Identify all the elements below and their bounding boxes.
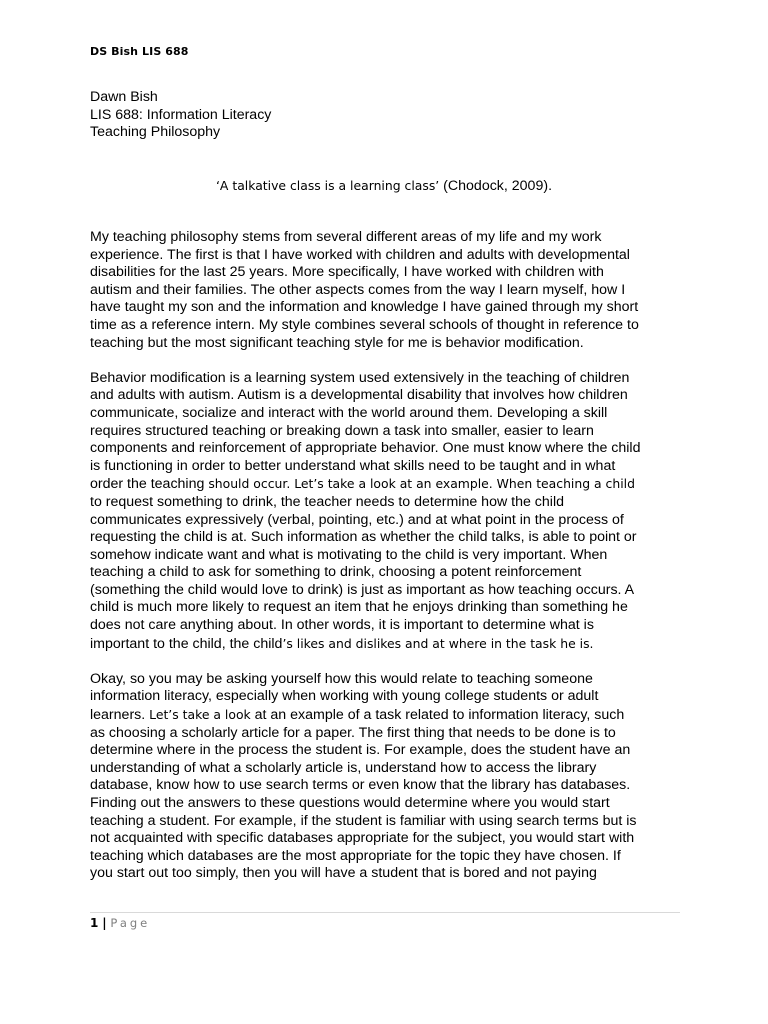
body-text — [90, 229, 690, 901]
text-line: Behavior modification is a learning system used extensively in the teaching of children — [90, 369, 630, 386]
text-line: does not care anything about. In other words, it is important to determine what is — [90, 617, 594, 634]
text-line: autism and their families. The other aspects comes from the way I learn myself, how I — [90, 281, 626, 298]
author-name: Dawn Bish — [90, 89, 158, 105]
text-line — [90, 706, 690, 725]
text-segment: at an example of a task related to information literacy, such — [250, 707, 625, 724]
text-line: is functioning in order to better understand what skills need to be taught and in what — [90, 457, 616, 474]
text-segment: learners. — [90, 707, 150, 724]
epigraph-quote: ‘A talkative class is a learning class’ — [215, 178, 440, 193]
text-line: have taught my son and the information and knowledge I have gained through my short — [90, 299, 639, 316]
text-line: database, know how to use search terms or even know that the library has databases. — [90, 777, 631, 794]
footer-separator: | — [102, 916, 107, 930]
text-segment: ’s likes and dislikes and at where in the task he is. — [282, 635, 594, 651]
text-line: components and reinforcement of appropriate behavior. One must know where the child — [90, 440, 641, 457]
text-line: and adults with autism. Autism is a developmental disability that involves how children — [90, 387, 628, 404]
text-line: as choosing a scholarly article for a paper. The first thing that needs to be done is to — [90, 724, 616, 741]
text-line: teaching but the most significant teaching style for me is behavior modification. — [90, 334, 584, 351]
text-line: teaching a student. For example, if the student is familiar with using search terms but is — [90, 812, 637, 829]
author-block — [90, 89, 271, 142]
text-segment: Let’s take a look — [149, 707, 251, 723]
text-line: communicates expressively (verbal, pointing, etc.) and at what point in the process of — [90, 511, 624, 528]
text-line: teaching a child to ask for something to drink, choosing a potent reinforcement — [90, 564, 582, 581]
text-line: somehow indicate want and what is motivating to the child is very important. When — [90, 546, 608, 563]
epigraph-citation: (Chodock, 2009). — [439, 178, 553, 194]
text-line: disabilities for the last 25 years. More specifically, I have worked with children with — [90, 264, 604, 281]
text-line: (something the child would love to drink) is just as important as how teaching occurs. A — [90, 581, 635, 598]
text-line — [90, 635, 690, 654]
paragraph-3 — [90, 671, 690, 883]
text-line: determine where in the process the student is. For example, does the student have an — [90, 742, 631, 759]
text-line: you start out too simply, then you will have a student that is bored and not paying — [90, 865, 597, 882]
text-line: experience. The first is that I have worked with children and adults with developmental — [90, 246, 630, 263]
document-title: Teaching Philosophy — [90, 124, 221, 141]
text-line: information literacy, especially when working with young college students or adult — [90, 688, 599, 705]
text-segment: important to the child, the child — [90, 635, 283, 652]
paragraph-1 — [90, 229, 690, 352]
footer-divider — [90, 912, 680, 913]
text-line: understanding of what a scholarly article is, understand how to access the library — [90, 759, 597, 776]
page-label: Page — [110, 916, 151, 930]
text-line: Finding out the answers to these questions would determine where you would start — [90, 795, 610, 811]
text-line: Okay, so you may be asking yourself how this would relate to teaching someone — [90, 670, 593, 687]
text-line: to request something to drink, the teacher needs to determine how the child — [90, 493, 564, 510]
page-footer — [90, 916, 150, 930]
text-segment: order the teaching — [90, 476, 209, 493]
page-number: 1 — [90, 916, 99, 930]
running-header: DS Bish LIS 688 — [90, 45, 189, 58]
text-line: requesting the child is at. Such information as whether the child talks, is able to point or — [90, 529, 637, 546]
text-line: requires structured teaching or breaking down a task into smaller, easier to learn — [90, 422, 594, 439]
text-line: communicate, socialize and interact with the world around them. Developing a skill — [90, 404, 608, 421]
paragraph-2 — [90, 370, 690, 654]
course-title: LIS 688: Information Literacy — [90, 106, 272, 123]
text-line: not acquainted with specific databases appropriate for the subject, you would start with — [90, 830, 635, 847]
text-line: child is much more likely to request an item that he enjoys drinking than something he — [90, 599, 628, 616]
text-line: teaching which databases are the most appropriate for the topic they have chosen. If — [90, 847, 621, 864]
epigraph — [0, 177, 768, 195]
text-line: My teaching philosophy stems from several different areas of my life and my work — [90, 229, 602, 245]
text-line — [90, 475, 690, 494]
text-segment: should occur. Let’s take a look at an example. When teaching a child — [208, 476, 635, 492]
text-line: time as a reference intern. My style combines several schools of thought in reference to — [90, 316, 639, 333]
